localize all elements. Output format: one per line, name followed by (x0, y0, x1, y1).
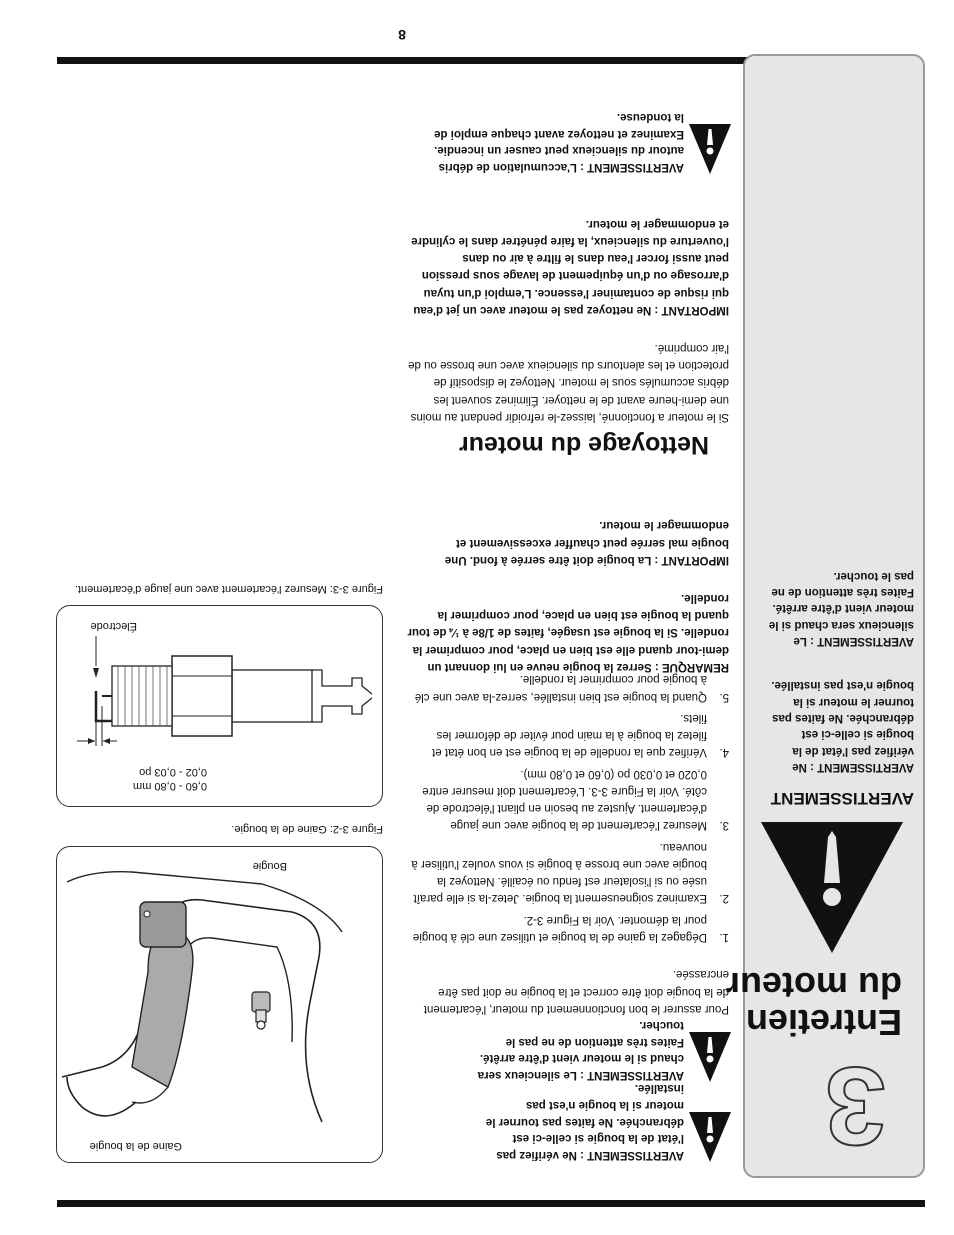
step-4: 4. Vérifiez que la rondelle de la bougie est en bon état et filetez la bougie à la main pour éviter de déformer les filets. (432, 712, 729, 759)
warning-icon-b (688, 1031, 732, 1083)
important-note-1: IMPORTANT : La bougie doit être serrée à fond. Une bougie mal serrée peut chauffer excessivement et endommager le moteur. (444, 519, 729, 566)
warning-triangle-icon (759, 820, 904, 955)
chapter-number: 3 (824, 1044, 886, 1167)
chapter-title (726, 965, 902, 1043)
step-1: 1. Dégagez la gaine de la bougie et utilisez une clé à bougie pour la démonter. Voir la Figure 3-2. (412, 913, 729, 943)
figure-3-3-caption: Figure 3-3: Mesurez l'écartement avec une jauge d'écartement. (74, 583, 383, 595)
important-note-2: IMPORTANT : Ne nettoyez pas le moteur avec un jet d'eau qui risque de contaminer l'essence. L'emploi d'un tuyau d'arrosage ou d'un équipement de lavage sous pression peut aussi forcer l'eau dans le filtre à air ou dans l'ouverture du silencieux, la faire pénétrer dans le cylindre et endommager le moteur. (411, 217, 729, 316)
spark-plug-boot-icon (67, 902, 193, 1116)
figure-3-2-box (56, 846, 383, 1163)
warning-spark-plug: AVERTISSEMENT : Ne vérifiez pas l'état de la bougie si celle-ci est débranchée. Ne faites pas tourner le moteur si la bougie n'est pas installée. (485, 1082, 684, 1161)
chapter-title-line1: Entretien (745, 1002, 902, 1043)
warning-icon-c (688, 123, 732, 175)
warning-icon-a (688, 1111, 732, 1163)
figure-3-2-caption: Figure 3-2: Gaine de la bougie. (231, 823, 383, 835)
label-plug: Bougie (252, 860, 287, 872)
page-number: 8 (398, 27, 406, 43)
spark-plug-intro: Pour assurer le bon fonctionnement du moteur, l'écartement de la bougie doit être correct et la bougie ne doit pas être encrassée. (423, 968, 729, 1015)
spark-plug-gap-illustration (57, 606, 382, 806)
step-5: 5. Quand la bougie est bien installée, serrez-la avec une clé à bougie pour comprimer la rondelle. (414, 673, 729, 703)
figure-3-3-box (56, 605, 383, 807)
sidebar-warning-1: AVERTISSEMENT : Ne vérifiez pas l'état de la bougie si celle-ci est débranchée. Ne faites pas tourner le moteur si la bougie n'est pas installée. (771, 679, 914, 773)
remarque-note: REMARQUE : Serrez la bougie neuve en lui donnant un demi-tour quand elle est bien en place, pour comprimer la rondelle. Si la bougie est usagée, faites de 1/8e à ¼ de tour quand la bougie est bien en place, pour comprimer la rondelle. (407, 592, 729, 673)
warning-muffler-hot: AVERTISSEMENT : Le silencieux sera chaud si le moteur vient d'être arrêté. Faites très attention de ne pas le toucher. (477, 1018, 684, 1081)
bottom-rule (57, 57, 749, 64)
step-3: 3. Mesurez l'écartement de la bougie avec une jauge d'écartement. Ajustez au besoin en pliant l'électrode de côté. Voir la Figure 3-3. L'écartement doit mesurer entre 0,020 et 0,030 po (0,60 et 0,80 mm). (422, 767, 729, 832)
label-gap-mm: 0,60 - 0,80 mm (133, 780, 207, 792)
warning-debris-fire: AVERTISSEMENT : L'accumulation de débris autour du silencieux peut causer un incendie. Examinez et nettoyez avant chaque emploi de la tondeuse. (434, 110, 684, 173)
sidebar-warning-heading: AVERTISSEMENT (770, 789, 914, 808)
label-boot: Gaine de la bougie (89, 1140, 182, 1152)
label-electrode: Électrode (90, 620, 137, 632)
step-2: 2. Examinez soigneusement la bougie. Jetez-la si elle paraît usée ou si l'isolateur est fendu ou écaillé. Nettoyez la bougie avec une brosse à bougie si vous voulez l'utiliser à nouveau. (411, 840, 729, 905)
top-rule (57, 1200, 925, 1207)
section-heading: Nettoyage du moteur (458, 431, 709, 459)
cleaning-text: Si le moteur a fonctionné, laissez-le refroidir pendant au moins une demi-heure avant de le nettoyer. Éliminez souvent les débris accumulés sous le moteur. Nettoyez le dispositif de protection et les alentours du silencieux avec une brosse ou de l'air comprimé. (408, 342, 729, 423)
sidebar-warning-2: AVERTISSEMENT : Le silencieux sera chaud si le moteur vient d'être arrêté. Faites très attention de ne pas le toucher. (768, 569, 914, 647)
spark-plug-steps (407, 666, 729, 945)
spark-plug-icon (252, 992, 270, 1029)
chapter-title-line2: du moteur (726, 965, 902, 1007)
spark-plug-boot-illustration (57, 847, 382, 1162)
label-gap-in: 0,02 - 0,03 po (139, 766, 207, 778)
